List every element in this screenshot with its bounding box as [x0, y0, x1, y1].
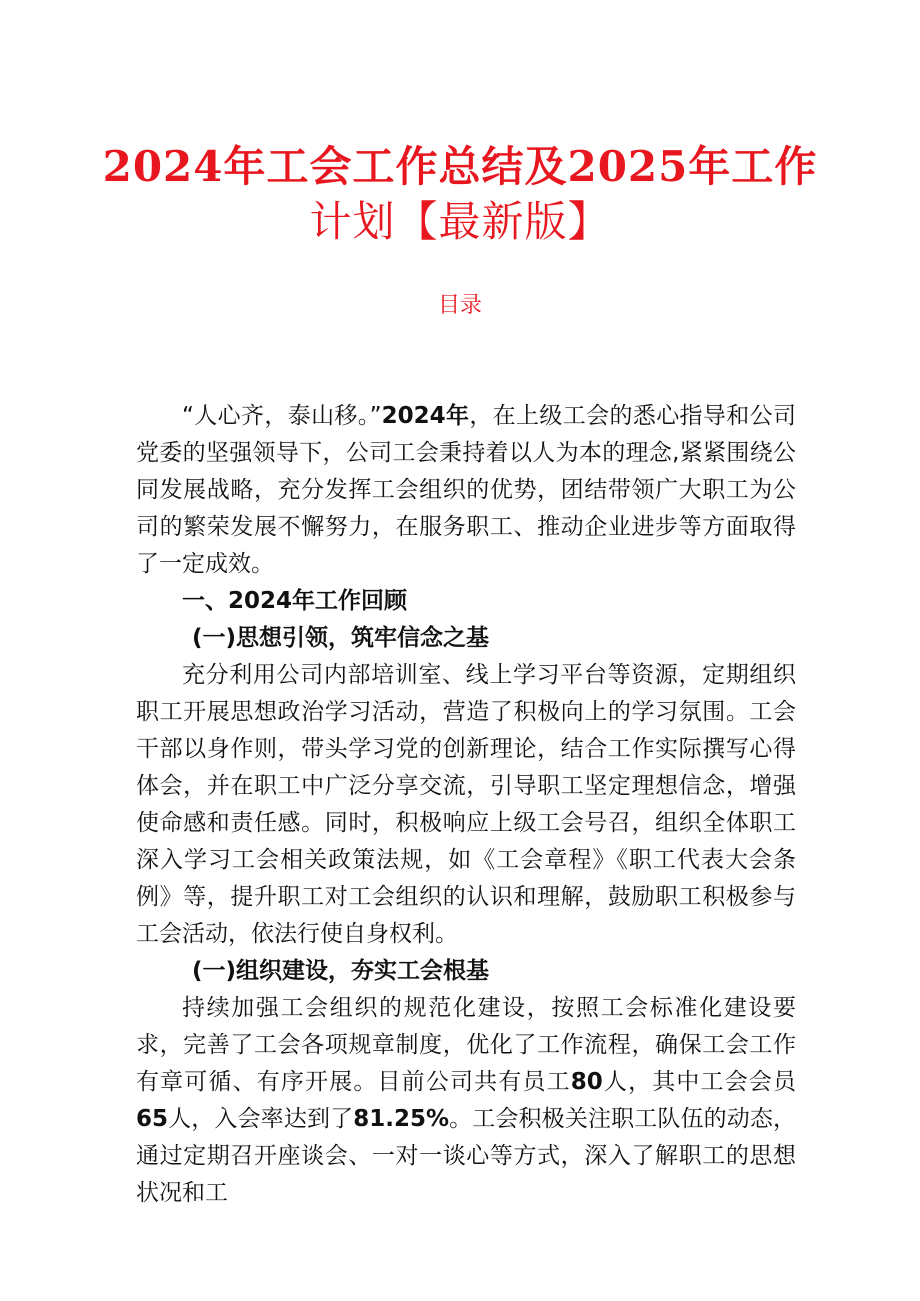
section-heading-review: 一、2024年工作回顾: [182, 588, 408, 614]
intro-quote: “人心齐，泰山移。”: [182, 403, 382, 429]
ideology-paragraph: 充分利用公司内部培训室、线上学习平台等资源，定期组织职工开展思想政治学习活动，营造了积极向上的学习氛围。工会干部以身作则，带头学习党的创新理论，结合工作实际撰写心得体会，并在职工中广泛分享交流，引导职工坚定理想信念，增强使命感和责任感。同时，积极响应上级工会号召，组织全体职工深入学习工会相关政策法规，如《工会章程》《职工代表大会条例》等，提升职工对工会组织的认识和理解，鼓励职工积极参与工会活动，依法行使自身权利。: [136, 662, 796, 947]
org-text-4: 。工会积极关注职工队伍的动态，通过定期召开座谈会、一对一谈心等方式，深入了解职工的思想状况和工: [136, 1106, 797, 1206]
document-title-line2: 计划【最新版】: [309, 197, 611, 246]
document-title-line1: 2024年工会工作总结及2025年工作: [102, 142, 818, 191]
org-text-3: 人，入会率达到了: [168, 1106, 354, 1132]
employee-count: 80: [570, 1069, 603, 1095]
member-count: 65: [136, 1106, 169, 1132]
organization-paragraph: [136, 990, 796, 1212]
intro-text: ，在上级工会的悉心指导和公司党委的坚强领导下，公司工会秉持着以人为本的理念,紧紧围绕公同发展战略，充分发挥工会组织的优势，团结带领广大职工为公司的繁荣发展不懈努力，在服务职工、推动企业进步等方面取得了一定成效。: [136, 403, 796, 577]
subsection-heading-organization: (一)组织建设，夯实工会根基: [192, 958, 490, 984]
org-text-1: 持续加强工会组织的规范化建设，按照工会标准化建设要求，完善了工会各项规章制度，优化了工作流程，确保工会工作有章可循、有序开展。目前公司共有员工: [136, 995, 796, 1095]
intro-year: 2024年: [381, 403, 470, 429]
org-text-2: 人，其中工会会员: [602, 1069, 797, 1095]
document-body: [136, 398, 796, 1212]
intro-paragraph: [136, 398, 796, 583]
table-of-contents-label: 目录: [437, 293, 482, 318]
subsection-heading-ideology: (一)思想引领，筑牢信念之基: [192, 625, 490, 651]
membership-rate: 81.25%: [353, 1106, 450, 1132]
